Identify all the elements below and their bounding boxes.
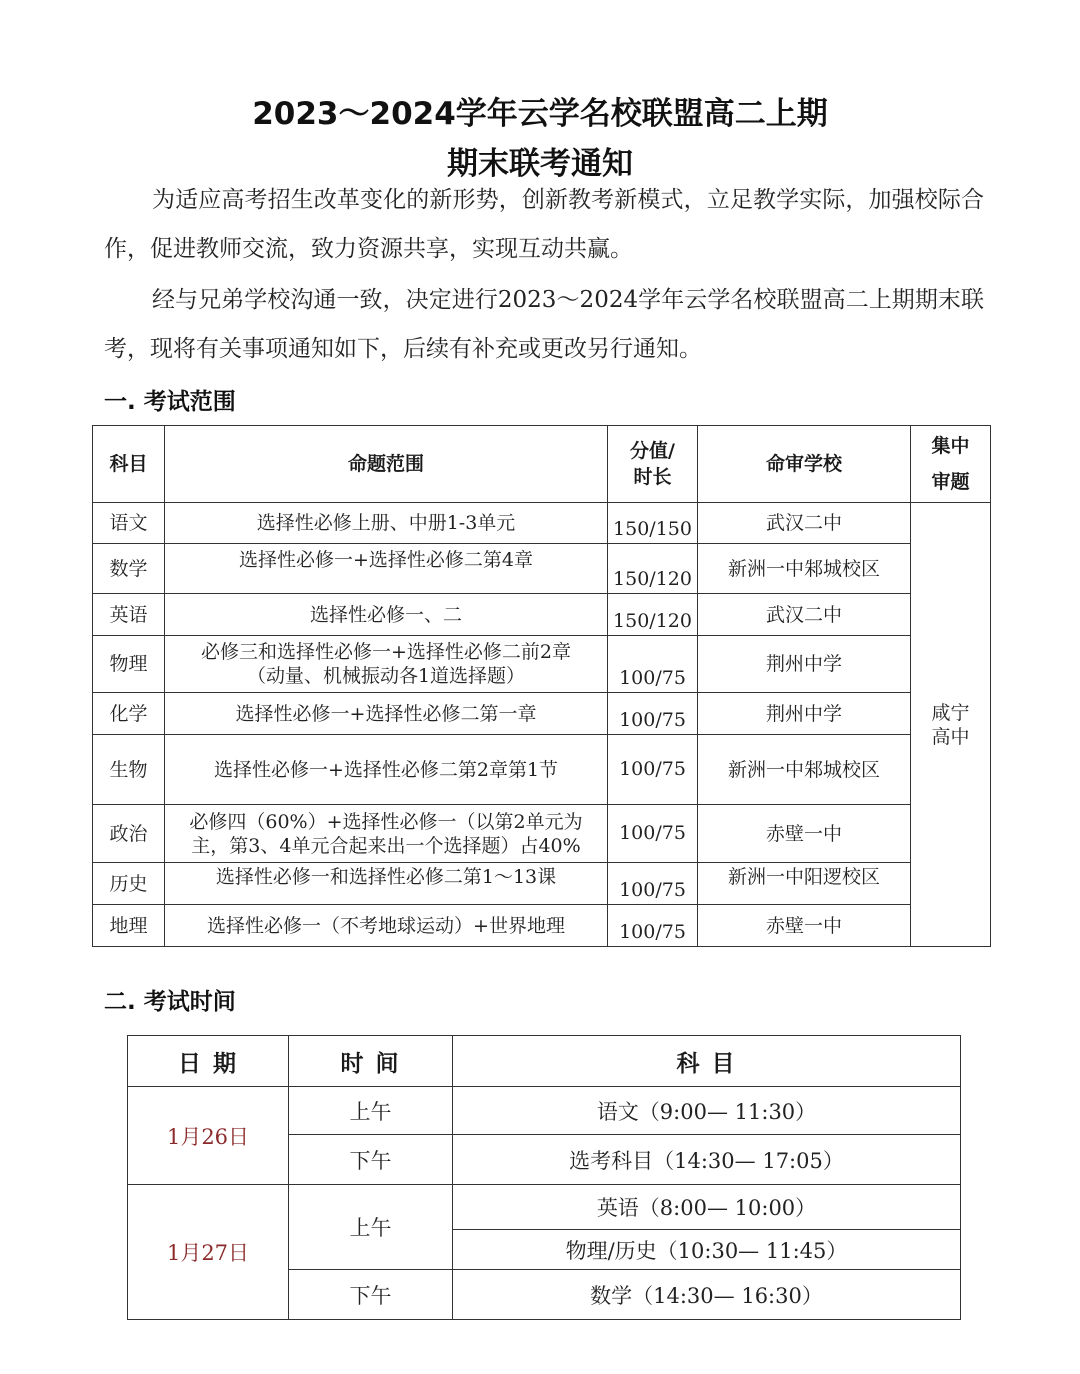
table-row bbox=[128, 1087, 961, 1135]
row-school: 武汉二中 bbox=[698, 503, 911, 544]
table-row bbox=[93, 636, 991, 693]
time-cell: 上午 bbox=[289, 1185, 453, 1270]
row-subject: 政治 bbox=[93, 805, 165, 863]
subject-cell: 物理/历史（10:30— 11:45） bbox=[453, 1230, 961, 1270]
row-scope: 选择性必修一+选择性必修二第一章 bbox=[165, 693, 608, 735]
time-cell: 上午 bbox=[289, 1087, 453, 1135]
section-heading-scope: 一. 考试范围 bbox=[104, 389, 236, 415]
row-score: 150/120 bbox=[608, 594, 698, 636]
subject-cell: 语文（9:00— 11:30） bbox=[453, 1087, 961, 1135]
row-score: 100/75 bbox=[608, 735, 698, 805]
row-scope: 必修三和选择性必修一+选择性必修二前2章（动量、机械振动各1道选择题） bbox=[165, 636, 608, 693]
subject-cell: 数学（14:30— 16:30） bbox=[453, 1270, 961, 1320]
row-scope: 必修四（60%）+选择性必修一（以第2单元为主，第3、4单元合起来出一个选择题）占40% bbox=[165, 805, 608, 863]
review-school-cell bbox=[911, 503, 991, 947]
time-cell: 下午 bbox=[289, 1270, 453, 1320]
row-score: 150/150 bbox=[608, 503, 698, 544]
review-school: 咸宁高中 bbox=[931, 701, 970, 748]
intro-paragraph-1: 为适应高考招生改革变化的新形势，创新教考新模式，立足教学实际，加强校际合作，促进教师交流，致力资源共享，实现互动共赢。 bbox=[104, 187, 984, 262]
table-row bbox=[93, 594, 991, 636]
row-scope: 选择性必修一+选择性必修二第2章第1节 bbox=[165, 735, 608, 805]
section-heading-time: 二. 考试时间 bbox=[104, 989, 236, 1015]
table-row bbox=[93, 735, 991, 805]
header-review-text: 集中审题 bbox=[931, 435, 970, 493]
time-header-row bbox=[128, 1036, 961, 1087]
subject-cell: 选考科目（14:30— 17:05） bbox=[453, 1135, 961, 1185]
row-subject: 英语 bbox=[93, 594, 165, 636]
table-row bbox=[93, 503, 991, 544]
row-score: 100/75 bbox=[608, 693, 698, 735]
row-score: 100/75 bbox=[608, 905, 698, 947]
row-scope: 选择性必修一+选择性必修二第4章 bbox=[165, 544, 608, 594]
table-row bbox=[93, 905, 991, 947]
row-school: 荆州中学 bbox=[698, 636, 911, 693]
title-line-1: 2023～2024学年云学名校联盟高二上期 bbox=[252, 96, 828, 132]
row-score: 100/75 bbox=[608, 805, 698, 863]
exam-scope-table bbox=[92, 425, 991, 947]
row-score: 100/75 bbox=[608, 863, 698, 905]
date-cell: 1月27日 bbox=[128, 1185, 289, 1320]
table-row bbox=[128, 1185, 961, 1230]
row-score: 150/120 bbox=[608, 544, 698, 594]
exam-time-table bbox=[127, 1035, 961, 1320]
row-scope: 选择性必修一和选择性必修二第1～13课 bbox=[165, 863, 608, 905]
row-subject: 数学 bbox=[93, 544, 165, 594]
row-scope: 选择性必修一、二 bbox=[165, 594, 608, 636]
date-cell: 1月26日 bbox=[128, 1087, 289, 1185]
header-score-text: 分值/时长 bbox=[630, 440, 675, 488]
header-school: 命审学校 bbox=[698, 426, 911, 503]
row-school: 赤壁一中 bbox=[698, 805, 911, 863]
row-scope: 选择性必修一（不考地球运动）+世界地理 bbox=[165, 905, 608, 947]
row-school: 荆州中学 bbox=[698, 693, 911, 735]
row-subject: 化学 bbox=[93, 693, 165, 735]
subject-cell: 英语（8:00— 10:00） bbox=[453, 1185, 961, 1230]
header-scope: 命题范围 bbox=[165, 426, 608, 503]
table-row bbox=[93, 693, 991, 735]
header-date: 日 期 bbox=[128, 1036, 289, 1087]
row-subject: 生物 bbox=[93, 735, 165, 805]
title-line-2: 期末联考通知 bbox=[447, 146, 633, 182]
header-subject: 科 目 bbox=[453, 1036, 961, 1087]
row-school: 赤壁一中 bbox=[698, 905, 911, 947]
scope-header-row bbox=[93, 426, 991, 503]
row-school: 新洲一中阳逻校区 bbox=[698, 863, 911, 905]
row-subject: 地理 bbox=[93, 905, 165, 947]
header-score bbox=[608, 426, 698, 503]
row-school: 武汉二中 bbox=[698, 594, 911, 636]
row-subject: 物理 bbox=[93, 636, 165, 693]
time-cell: 下午 bbox=[289, 1135, 453, 1185]
header-subject: 科目 bbox=[93, 426, 165, 503]
row-school: 新洲一中邾城校区 bbox=[698, 735, 911, 805]
row-subject: 语文 bbox=[93, 503, 165, 544]
header-time: 时 间 bbox=[289, 1036, 453, 1087]
row-school: 新洲一中邾城校区 bbox=[698, 544, 911, 594]
row-scope: 选择性必修上册、中册1-3单元 bbox=[165, 503, 608, 544]
intro-paragraph-2: 经与兄弟学校沟通一致，决定进行2023～2024学年云学名校联盟高二上期期末联考，现将有关事项通知如下，后续有补充或更改另行通知。 bbox=[104, 287, 984, 362]
table-row bbox=[93, 805, 991, 863]
table-row bbox=[93, 544, 991, 594]
row-subject: 历史 bbox=[93, 863, 165, 905]
header-review bbox=[911, 426, 991, 503]
table-row bbox=[93, 863, 991, 905]
row-score: 100/75 bbox=[608, 636, 698, 693]
